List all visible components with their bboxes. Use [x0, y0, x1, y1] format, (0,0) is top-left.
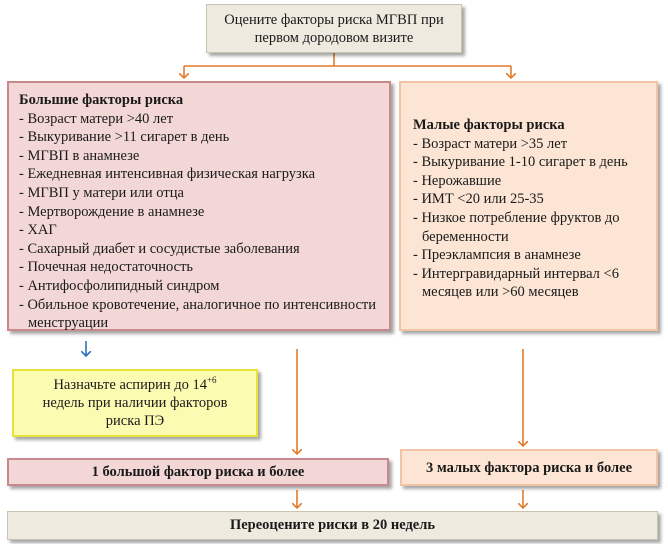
- assess-risk-factors-box: [206, 4, 462, 53]
- assess-line-2: первом дородовом визите: [254, 30, 414, 46]
- three-minor-factors-box: 3 малых фактора риска и более: [400, 449, 658, 486]
- major-factor-item: - Почечная недостаточность: [19, 259, 194, 276]
- major-factor-item: - Мертворождение в анамнезе: [19, 203, 205, 220]
- minor-factor-list: [413, 135, 646, 302]
- major-factor-item: - Выкуривание >11 сигарет в день: [19, 129, 230, 146]
- minor-factor-item: - Нерожавшие: [413, 172, 502, 189]
- minor-factor-item: - Выкуривание 1-10 сигарет в день: [413, 154, 628, 171]
- minor-factor-item: - Интергравидарный интервал <6 месяцев или >60 месяцев: [413, 265, 619, 301]
- aspirin-line-1-text: Назначьте аспирин до 14: [53, 377, 207, 393]
- split-connector: [184, 53, 511, 78]
- major-factor-item: - Возраст матери >40 лет: [19, 110, 174, 127]
- major-factor-item: - ХАГ: [19, 222, 57, 239]
- assess-line-1: Оцените факторы риска МГВП при: [224, 12, 444, 28]
- minor-factor-item: - Преэклампсия в анамнезе: [413, 247, 581, 264]
- major-risk-factors-box: [7, 81, 391, 331]
- aspirin-recommendation-box: [12, 369, 258, 437]
- aspirin-line-2: недель при наличии факторов: [42, 395, 228, 411]
- minor-factor-item: - Низкое потребление фруктов до беременности: [413, 209, 620, 245]
- aspirin-line-1: [14, 376, 256, 394]
- major-factor-item: - МГВП в анамнезе: [19, 147, 140, 164]
- major-heading: Большие факторы риска: [19, 92, 184, 108]
- one-major-factor-box: 1 большой фактор риска и более: [7, 458, 389, 486]
- minor-heading: Малые факторы риска: [413, 117, 565, 133]
- major-factor-item: - Сахарный диабет и сосудистые заболевания: [19, 240, 300, 257]
- major-factor-list: [19, 110, 379, 333]
- major-factor-item: - Ежедневная интенсивная физическая нагрузка: [19, 166, 316, 183]
- major-factor-item: - Обильное кровотечение, аналогичное по интенсивности менструации: [19, 296, 376, 332]
- major-factor-item: - МГВП у матери или отца: [19, 184, 184, 201]
- aspirin-line-3: риска ПЭ: [105, 413, 165, 429]
- aspirin-superscript: +6: [206, 375, 217, 386]
- minor-factor-item: - ИМТ <20 или 25-35: [413, 191, 544, 208]
- minor-risk-factors-box: [399, 81, 658, 331]
- reassess-risks-box: Переоцените риски в 20 недель: [7, 511, 658, 540]
- minor-factor-item: - Возраст матери >35 лет: [413, 135, 568, 152]
- major-factor-item: - Антифосфолипидный синдром: [19, 277, 220, 294]
